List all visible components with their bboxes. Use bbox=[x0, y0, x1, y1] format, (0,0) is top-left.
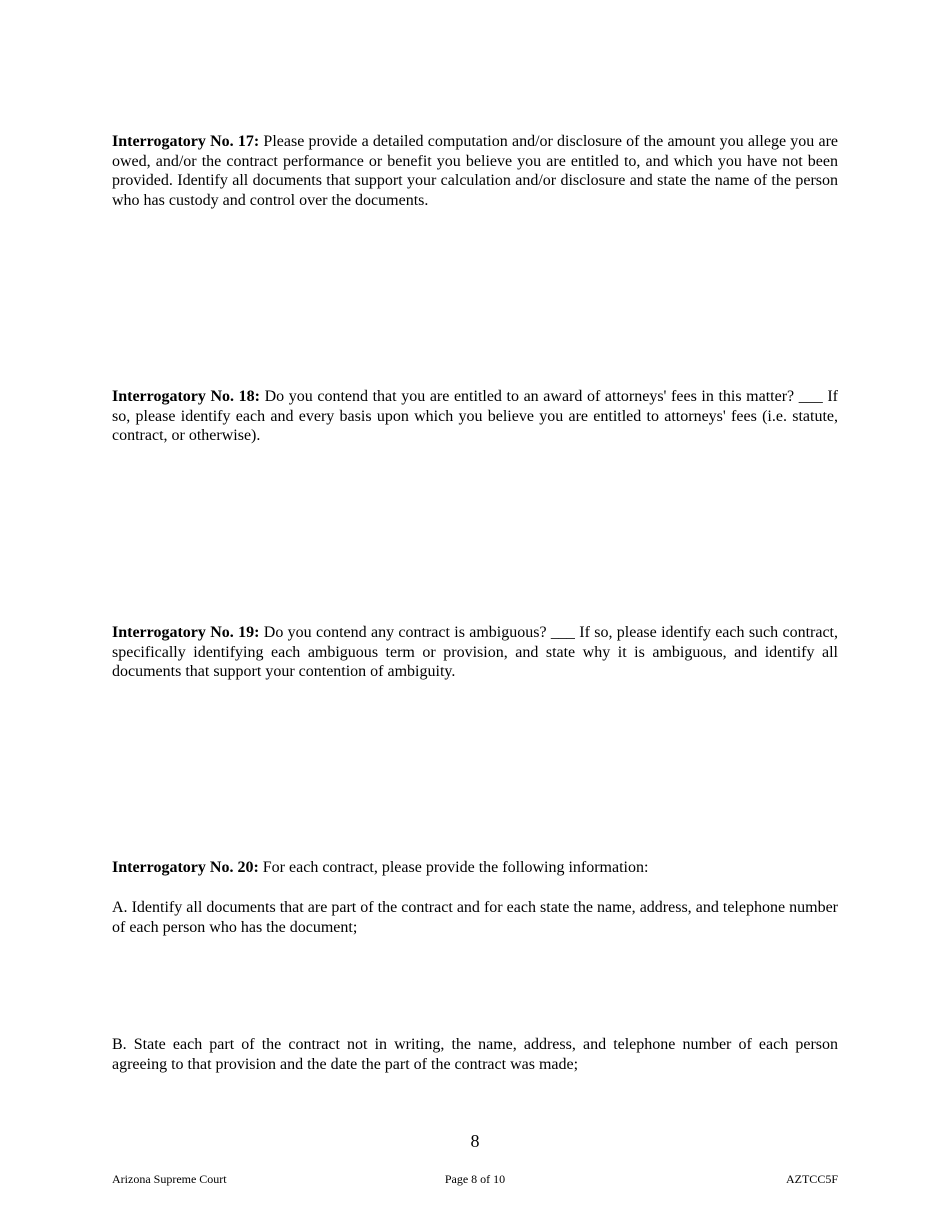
interrogatory-text: Please provide a detailed computation and/or disclosure of the amount you allege you are owed, and/or the contract performance or benefit you believe you are entitled to, and which you have not been provided. Identify all documents that support your calculation and/or disclosure and state the name of the person who has custody and control over the documents. bbox=[112, 133, 839, 209]
subitem-b: B. State each part of the contract not in writing, the name, address, and telephone number of each person agreeing to that provision and the date the part of the contract was made; bbox=[112, 1036, 838, 1073]
interrogatory-19 bbox=[112, 623, 838, 682]
interrogatory-label: Interrogatory No. 18: bbox=[112, 388, 260, 405]
footer-left: Arizona Supreme Court bbox=[112, 1172, 227, 1186]
interrogatory-20 bbox=[112, 858, 838, 878]
interrogatory-text: Do you contend any contract is ambiguous? ___ If so, please identify each such contract, specifically identifying each ambiguous term or provision, and state why it is ambiguous, and identify all documents that support your contention of ambiguity. bbox=[112, 624, 839, 681]
interrogatory-text: Do you contend that you are entitled to an award of attorneys' fees in this matter? ___ If so, please identify each and every basis upon which you believe you are entitled to attorneys' fees (i.e. statute, contract, or otherwise). bbox=[112, 388, 839, 445]
page-number: 8 bbox=[470, 1131, 480, 1151]
footer-right: AZTCC5F bbox=[785, 1172, 838, 1186]
footer-center: Page 8 of 10 bbox=[444, 1172, 506, 1186]
interrogatory-18 bbox=[112, 387, 838, 446]
interrogatory-label: Interrogatory No. 19: bbox=[112, 624, 260, 641]
interrogatory-17 bbox=[112, 132, 838, 210]
interrogatory-text: For each contract, please provide the following information: bbox=[258, 859, 649, 876]
interrogatory-label: Interrogatory No. 20: bbox=[112, 859, 259, 876]
subitem-a: A. Identify all documents that are part of the contract and for each state the name, address, and telephone number of each person who has the document; bbox=[112, 899, 838, 936]
interrogatory-label: Interrogatory No. 17: bbox=[112, 133, 260, 150]
